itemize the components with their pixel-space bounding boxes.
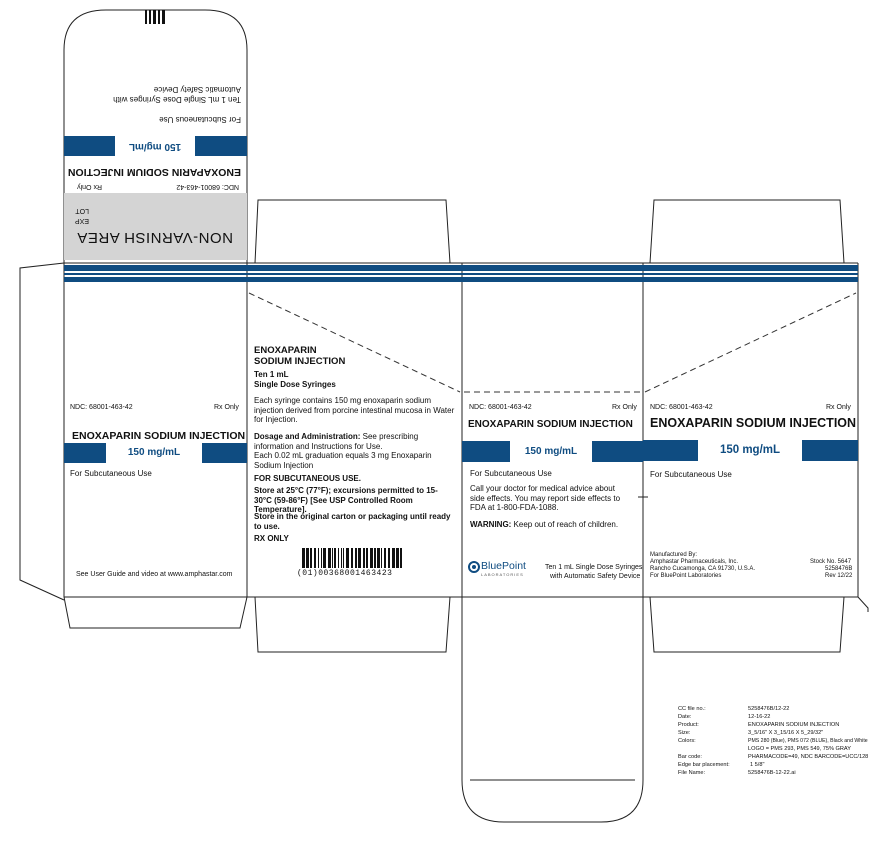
top-flap [64,70,247,260]
p4-rev: Rev 12/22 [825,573,853,579]
p3-strength: 150 mg/mL [524,446,578,457]
spec-label: Date: [678,714,692,720]
p4-stock: Stock No. 5647 [810,559,852,565]
p4-strength: 150 mg/mL [719,444,781,456]
p2-sub-line1: Ten 1 mL [254,370,289,379]
top-syringes-line1: Ten 1 mL Single Dose Syringes with [113,95,241,104]
lot-label: LOT [75,207,89,214]
p2-storage: Store at 25°C (77°F); excursions permitted to 15-30°C (59-86°F) [See USP Controlled Room Temperature]. [254,486,438,514]
p4-product-name: ENOXAPARIN SODIUM INJECTION [650,416,857,430]
p2-storage2: Store in the original carton or packaging until ready to use. [254,512,451,531]
spec-label: Edge bar placement: [678,762,730,768]
p4-strength-pill [698,440,802,461]
p2-barcode-text: (01)00368001463423 [297,569,393,578]
spec-value: 1 5/8" [750,762,765,768]
p2-title-line2: SODIUM INJECTION [254,356,346,367]
top-syringes-line2: Automatic Safety Device [153,85,241,94]
p2-sub-line2: Single Dose Syringes [254,380,336,389]
spec-value: 12-16-22 [748,714,771,720]
top-ndc: NDC: 68001-463-42 [176,183,239,190]
p1-strength-pill [106,443,202,463]
bluepoint-logo-text: BluePoint [481,560,526,572]
p4-mfr1: Amphastar Pharmaceuticals, Inc. [650,559,739,565]
top-strength: 150 mg/mL [128,141,182,152]
spec-value: PHARMACODE=49, NDC BARCODE=UCC/128 [748,754,869,760]
spec-label: Colors: [678,738,696,744]
p3-product-name: ENOXAPARIN SODIUM INJECTION [468,419,633,430]
p3-warning [470,520,618,529]
p4-ndc: NDC: 68001-463-42 [650,404,713,411]
p4-mfr3: For BluePoint Laboratories [650,573,722,579]
p2-title-line1: ENOXAPARIN [254,345,317,356]
p2-dosage-text: See prescribing information and Instructions for Use. [254,432,419,451]
spec-label: File Name: [678,770,706,776]
p1-footer: See User Guide and video at www.amphastar.com [76,571,233,578]
p2-barcode [300,548,408,568]
p3-rx-only: Rx Only [612,404,637,411]
p3-warning-label: WARNING: [470,520,512,529]
p3-syringes-line2: with Automatic Safety Device [550,573,641,580]
top-product-name: ENOXAPARIN SODIUM INJECTION [67,166,241,178]
p2-graduation: Each 0.02 mL graduation equals 3 mg Enoxaparin Sodium Injection [254,451,432,470]
p4-code: 5258476B [825,566,853,572]
p2-dosage [254,432,456,451]
spec-value: 5258476B-12-22.ai [748,770,796,776]
spec-label: Bar code: [678,754,702,760]
p2-each-syringe: Each syringe contains 150 mg enoxaparin sodium injection derived from porcine intestinal mucosa in Water for Injection. [254,396,455,424]
p2-dosage-label: Dosage and Administration: [254,432,361,441]
p1-rx-only: Rx Only [214,404,239,411]
bluepoint-logo [468,560,538,580]
spec-label: Product: [678,722,699,728]
spec-value: PMS 280 (Blue), PMS 072 (BLUE), Black and White [748,738,868,744]
p2-rx-only: RX ONLY [254,534,289,543]
p3-ndc: NDC: 68001-463-42 [469,404,532,411]
spec-label: Size: [678,730,691,736]
p4-rx-only: Rx Only [826,404,851,411]
p3-call-doctor: Call your doctor for medical advice about side effects. You may report side effects to FDA at 1-800-FDA-1088. [470,484,621,512]
p2-route-upper: FOR SUBCUTANEOUS USE. [254,474,361,483]
non-varnish-box [64,193,247,260]
exp-label: EXP [74,217,89,224]
spec-label: CC file no.: [678,706,706,712]
p3-warning-text: Keep out of reach of children. [511,520,619,529]
p1-route: For Subcutaneous Use [70,469,152,478]
p3-strength-pill [510,441,592,462]
bluepoint-logo-mark-icon [468,561,480,573]
p3-route: For Subcutaneous Use [470,469,552,478]
spec-table [678,706,888,786]
p3-syringes-line1: Ten 1 mL Single Dose Syringes [545,564,643,571]
spec-value: 3_5/16" X 3_15/16 X 5_29/32" [748,730,824,736]
p1-ndc: NDC: 68001-463-42 [70,404,133,411]
spec-value: LOGO = PMS 293, PMS 549, 75% GRAY [748,746,851,752]
spec-value: 5258476B/12-22 [748,706,790,712]
bluepoint-logo-sub: LABORATORIES [481,572,524,577]
top-strength-pill [115,136,195,156]
top-rx-only: Rx Only [77,183,102,190]
p1-strength: 150 mg/mL [127,447,181,458]
non-varnish-label: NON-VARNISH AREA [76,229,233,246]
p4-route: For Subcutaneous Use [650,470,732,479]
p4-mfd-by: Manufactured By: [650,552,698,558]
top-route: For Subcutaneous Use [159,115,241,124]
p1-product-name: ENOXAPARIN SODIUM INJECTION [72,430,246,442]
spec-value: ENOXAPARIN SODIUM INJECTION [748,722,840,728]
p4-mfr2: Rancho Cucamonga, CA 91730, U.S.A. [650,566,756,572]
